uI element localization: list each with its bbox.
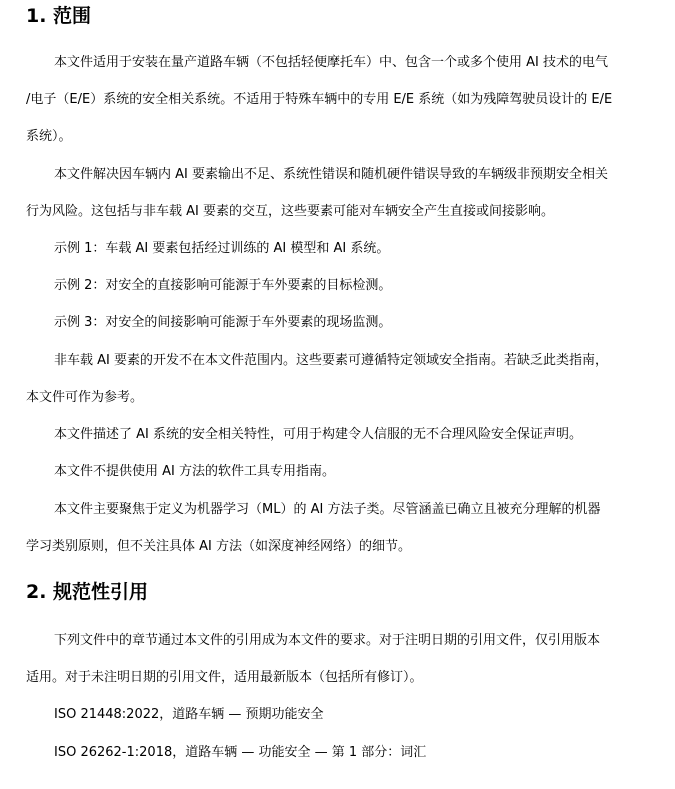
paragraph-line: 行为风险。这包括与非车载 AI 要素的交互，这些要素可能对车辆安全产生直接或间接影响。 — [26, 204, 554, 219]
section-heading-normative-references: 2. 规范性引用 — [26, 581, 149, 603]
example-line: 示例 1：车载 AI 要素包括经过训练的 AI 模型和 AI 系统。 — [54, 241, 390, 256]
reference-item: ISO 26262-1:2018，道路车辆 — 功能安全 — 第 1 部分：词汇 — [54, 745, 427, 760]
paragraph-line: 适用。对于未注明日期的引用文件，适用最新版本（包括所有修订）。 — [26, 670, 423, 685]
paragraph-line: 下列文件中的章节通过本文件的引用成为本文件的要求。对于注明日期的引用文件，仅引用版本 — [54, 633, 601, 648]
example-line: 示例 2：对安全的直接影响可能源于车外要素的目标检测。 — [54, 278, 392, 293]
paragraph-line: 非车载 AI 要素的开发不在本文件范围内。这些要素可遵循特定领域安全指南。若缺乏此类指南， — [54, 353, 608, 368]
paragraph-line: 本文件不提供使用 AI 方法的软件工具专用指南。 — [54, 464, 335, 479]
paragraph-line: 本文件描述了 AI 系统的安全相关特性，可用于构建令人信服的无不合理风险安全保证声明。 — [54, 427, 582, 442]
example-line: 示例 3：对安全的间接影响可能源于车外要素的现场监测。 — [54, 315, 392, 330]
paragraph-line: 学习类别原则，但不关注具体 AI 方法（如深度神经网络）的细节。 — [26, 539, 411, 554]
paragraph-line: 本文件可作为参考。 — [26, 390, 144, 405]
paragraph-line: 本文件主要聚焦于定义为机器学习（ML）的 AI 方法子类。尽管涵盖已确立且被充分理解的机器 — [54, 502, 601, 517]
paragraph-line: 本文件解决因车辆内 AI 要素输出不足、系统性错误和随机硬件错误导致的车辆级非预期安全相关 — [54, 167, 608, 182]
paragraph-line: 系统）。 — [26, 129, 72, 144]
section-heading-scope: 1. 范围 — [26, 5, 92, 27]
paragraph-line: 本文件适用于安装在量产道路车辆（不包括轻便摩托车）中、包含一个或多个使用 AI 技术的电气 — [54, 55, 608, 70]
paragraph-line: /电子（E/E）系统的安全相关系统。不适用于特殊车辆中的专用 E/E 系统（如为残障驾驶员设计的 E/E — [26, 92, 613, 107]
reference-item: ISO 21448:2022，道路车辆 — 预期功能安全 — [54, 707, 324, 722]
